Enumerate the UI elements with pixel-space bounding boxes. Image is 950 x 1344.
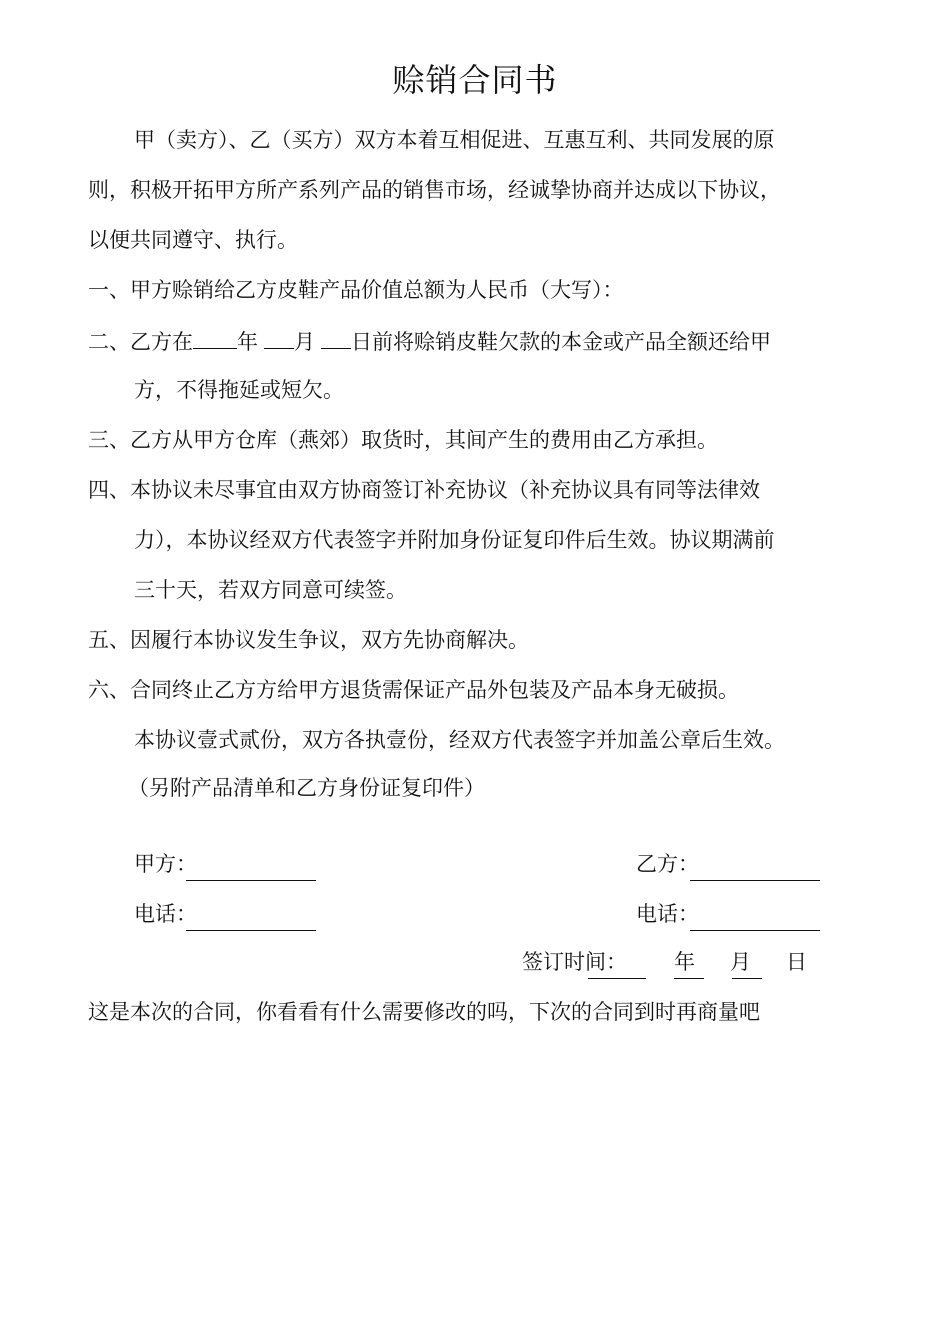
clause-5: 五、因履行本协议发生争议，双方先协商解决。 (88, 628, 529, 652)
repay-year-blank[interactable] (193, 326, 237, 349)
clause-2-year: 年 (237, 330, 258, 354)
copies-statement: 本协议壹式贰份，双方各执壹份，经双方代表签字并加盖公章后生效。 (134, 728, 785, 752)
clause-2-line-2: 方，不得拖延或短欠。 (134, 378, 344, 402)
clause-3: 三、乙方从甲方仓库（燕郊）取货时，其间产生的费用由乙方承担。 (88, 428, 718, 452)
clause-4-line-1: 四、本协议未尽事宜由双方协商签订补充协议（补充协议具有同等法律效 (88, 478, 760, 502)
phone-a-label: 电话： (134, 902, 197, 926)
closing-note: 这是本次的合同，你看看有什么需要修改的吗，下次的合同到时再商量吧 (88, 1000, 760, 1024)
party-b-signature-line[interactable] (690, 880, 820, 881)
clause-1: 一、甲方赊销给乙方皮鞋产品价值总额为人民币（大写）： (88, 278, 624, 302)
sign-date-label: 签订时间： (522, 950, 627, 974)
sign-date-month: 月 (730, 950, 751, 974)
sign-month-line[interactable] (732, 978, 762, 979)
clause-2-prefix: 二、乙方在 (88, 330, 193, 354)
clause-2-month: 月 (294, 330, 315, 354)
phone-b-line[interactable] (690, 930, 820, 931)
clause-2-line-1 (88, 326, 771, 356)
intro-line-1: 甲（卖方）、乙（买方）双方本着互相促进、互惠互利、共同发展的原 (134, 128, 775, 152)
intro-line-3: 以便共同遵守、执行。 (88, 228, 298, 252)
sign-year-line[interactable] (674, 978, 704, 979)
phone-b-label: 电话： (636, 902, 699, 926)
attachment-note: （另附产品清单和乙方身份证复印件） (128, 776, 485, 800)
phone-a-line[interactable] (186, 930, 316, 931)
sign-date-day: 日 (786, 950, 807, 974)
sign-date-prefix-line[interactable] (588, 978, 646, 979)
clause-4-line-3: 三十天，若双方同意可续签。 (134, 578, 407, 602)
sign-date-year: 年 (674, 950, 695, 974)
party-a-signature-line[interactable] (186, 880, 316, 881)
intro-line-2: 则，积极开拓甲方所产系列产品的销售市场，经诚挚协商并达成以下协议， (88, 178, 781, 202)
clause-2-day-suffix: 日前将赊销皮鞋欠款的本金或产品全额还给甲 (351, 330, 771, 354)
repay-month-blank[interactable] (264, 326, 294, 349)
party-a-label: 甲方： (134, 852, 197, 876)
document-title: 赊销合同书 (392, 61, 558, 99)
repay-day-blank[interactable] (321, 326, 351, 349)
clause-6: 六、合同终止乙方方给甲方退货需保证产品外包装及产品本身无破损。 (88, 678, 739, 702)
party-b-label: 乙方： (636, 852, 699, 876)
clause-4-line-2: 力），本协议经双方代表签字并附加身份证复印件后生效。协议期满前 (134, 528, 775, 552)
